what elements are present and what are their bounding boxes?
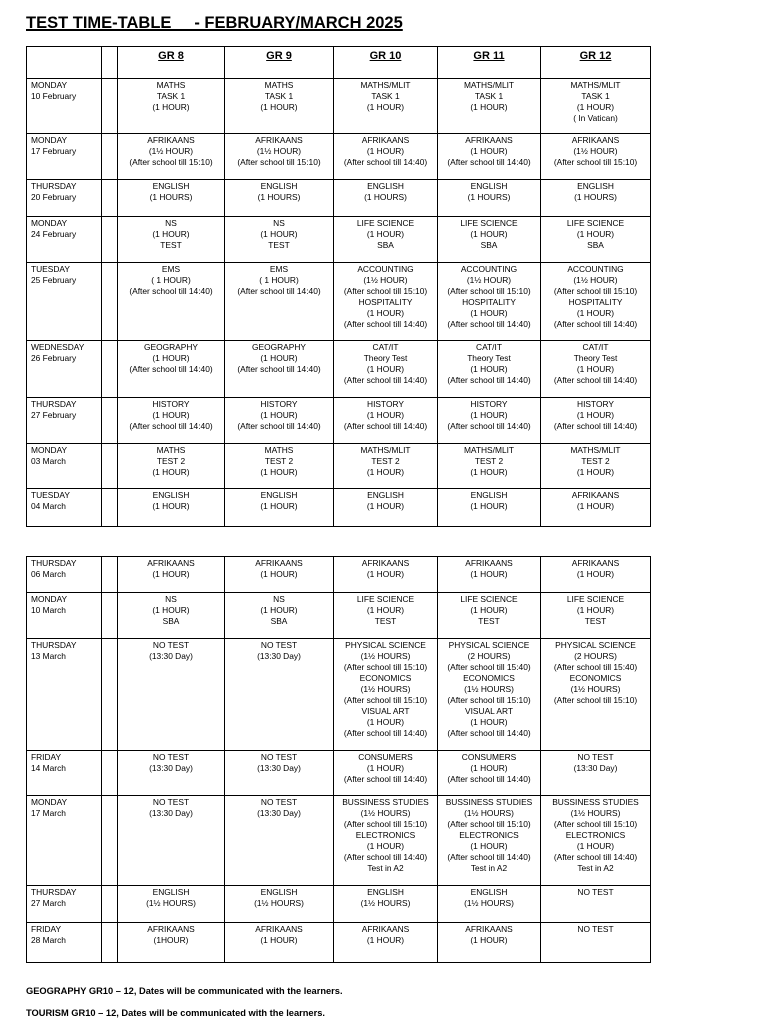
gr11-cell: LIFE SCIENCE (1 HOUR) TEST <box>438 593 541 639</box>
gr8-cell: NO TEST (13:30 Day) <box>118 639 225 751</box>
gr12-cell: BUSSINESS STUDIES (1½ HOURS) (After school till 15:10) ELECTRONICS (1 HOUR) (After school till 14:40) Test in A2 <box>541 796 651 886</box>
gr8-cell: ENGLISH (1 HOURS) <box>118 180 225 217</box>
blank-cell <box>102 180 118 217</box>
gr10-cell: CAT/IT Theory Test (1 HOUR) (After school till 14:40) <box>334 341 438 398</box>
gr8-cell: NO TEST (13:30 Day) <box>118 796 225 886</box>
date-cell <box>27 398 102 444</box>
date-label: 10 March <box>31 605 66 615</box>
gr10-cell: PHYSICAL SCIENCE (1½ HOURS) (After school till 15:10) ECONOMICS (1½ HOURS) (After school till 15:10) VISUAL ART (1 HOUR) (After school till 14:40) <box>334 639 438 751</box>
gr10-cell: ENGLISH (1 HOURS) <box>334 180 438 217</box>
date-label: 13 March <box>31 651 66 661</box>
schedule-row <box>27 923 651 963</box>
date-cell <box>27 639 102 751</box>
date-label: 17 March <box>31 808 66 818</box>
gr10-cell: AFRIKAANS (1 HOUR) (After school till 14:40) <box>334 134 438 180</box>
page-title: TEST TIME-TABLE - FEBRUARY/MARCH 2025 <box>26 14 403 32</box>
gr9-cell: NO TEST (13:30 Day) <box>225 796 334 886</box>
day-label: THURSDAY <box>31 640 77 650</box>
day-label: FRIDAY <box>31 752 62 762</box>
date-label: 24 February <box>31 229 77 239</box>
gr12-cell: LIFE SCIENCE (1 HOUR) SBA <box>541 217 651 263</box>
gr9-cell: MATHS TASK 1 (1 HOUR) <box>225 79 334 134</box>
timetable-part-2 <box>26 556 651 963</box>
gr8-cell: AFRIKAANS (1HOUR) <box>118 923 225 963</box>
date-cell <box>27 79 102 134</box>
gr8-cell: ENGLISH (1½ HOURS) <box>118 886 225 923</box>
header-gr10: GR 10 <box>334 47 438 79</box>
blank-cell <box>102 557 118 593</box>
gr12-cell: PHYSICAL SCIENCE (2 HOURS) (After school till 15:40) ECONOMICS (1½ HOURS) (After school till 15:10) <box>541 639 651 751</box>
gr10-cell: MATHS/MLIT TASK 1 (1 HOUR) <box>334 79 438 134</box>
gr11-cell: BUSSINESS STUDIES (1½ HOURS) (After school till 15:10) ELECTRONICS (1 HOUR) (After school till 14:40) Test in A2 <box>438 796 541 886</box>
day-label: MONDAY <box>31 80 68 90</box>
schedule-row <box>27 751 651 796</box>
gr9-cell: GEOGRAPHY (1 HOUR) (After school till 14:40) <box>225 341 334 398</box>
gr12-cell: ENGLISH (1 HOURS) <box>541 180 651 217</box>
gr8-cell: HISTORY (1 HOUR) (After school till 14:40) <box>118 398 225 444</box>
gr11-cell: ENGLISH (1 HOUR) <box>438 489 541 527</box>
schedule-row <box>27 796 651 886</box>
gr9-cell: AFRIKAANS (1½ HOUR) (After school till 15:10) <box>225 134 334 180</box>
gr10-cell: CONSUMERS (1 HOUR) (After school till 14:40) <box>334 751 438 796</box>
schedule-row <box>27 79 651 134</box>
gr9-cell: ENGLISH (1 HOUR) <box>225 489 334 527</box>
schedule-row <box>27 217 651 263</box>
gr11-cell: CAT/IT Theory Test (1 HOUR) (After school till 14:40) <box>438 341 541 398</box>
gr12-cell: AFRIKAANS (1 HOUR) <box>541 489 651 527</box>
gr11-cell: AFRIKAANS (1 HOUR) <box>438 923 541 963</box>
gr9-cell: AFRIKAANS (1 HOUR) <box>225 923 334 963</box>
geography-note: GEOGRAPHY GR10 – 12, Dates will be communicated with the learners. <box>26 986 343 996</box>
gr11-cell: ENGLISH (1 HOURS) <box>438 180 541 217</box>
blank-header-cell <box>27 47 102 79</box>
gr9-cell: EMS ( 1 HOUR) (After school till 14:40) <box>225 263 334 341</box>
date-label: 27 February <box>31 410 77 420</box>
blank-cell <box>102 593 118 639</box>
schedule-row <box>27 886 651 923</box>
date-label: 10 February <box>31 91 77 101</box>
gr9-cell: AFRIKAANS (1 HOUR) <box>225 557 334 593</box>
day-label: WEDNESDAY <box>31 342 85 352</box>
blank-cell <box>102 217 118 263</box>
header-gr11: GR 11 <box>438 47 541 79</box>
gr10-cell: ENGLISH (1½ HOURS) <box>334 886 438 923</box>
gr10-cell: AFRIKAANS (1 HOUR) <box>334 557 438 593</box>
header-row <box>27 47 651 79</box>
blank-header-cell <box>102 47 118 79</box>
gr9-cell: NS (1 HOUR) SBA <box>225 593 334 639</box>
date-label: 28 March <box>31 935 66 945</box>
blank-cell <box>102 489 118 527</box>
blank-cell <box>102 263 118 341</box>
gr8-cell: ENGLISH (1 HOUR) <box>118 489 225 527</box>
blank-cell <box>102 923 118 963</box>
gr8-cell: AFRIKAANS (1½ HOUR) (After school till 15:10) <box>118 134 225 180</box>
gr10-cell: HISTORY (1 HOUR) (After school till 14:40) <box>334 398 438 444</box>
blank-cell <box>102 134 118 180</box>
date-cell <box>27 263 102 341</box>
schedule-row <box>27 134 651 180</box>
day-label: FRIDAY <box>31 924 62 934</box>
gr9-cell: ENGLISH (1 HOURS) <box>225 180 334 217</box>
gr12-cell: AFRIKAANS (1 HOUR) <box>541 557 651 593</box>
date-cell <box>27 489 102 527</box>
gr9-cell: NS (1 HOUR) TEST <box>225 217 334 263</box>
gr9-cell: ENGLISH (1½ HOURS) <box>225 886 334 923</box>
gr12-cell: CAT/IT Theory Test (1 HOUR) (After school till 14:40) <box>541 341 651 398</box>
gr9-cell: NO TEST (13:30 Day) <box>225 639 334 751</box>
gr9-cell: MATHS TEST 2 (1 HOUR) <box>225 444 334 489</box>
day-label: THURSDAY <box>31 399 77 409</box>
date-label: 14 March <box>31 763 66 773</box>
blank-cell <box>102 796 118 886</box>
date-cell <box>27 134 102 180</box>
gr8-cell: NS (1 HOUR) SBA <box>118 593 225 639</box>
schedule-row <box>27 593 651 639</box>
blank-cell <box>102 79 118 134</box>
date-cell <box>27 886 102 923</box>
gr8-cell: MATHS TASK 1 (1 HOUR) <box>118 79 225 134</box>
header-gr12: GR 12 <box>541 47 651 79</box>
gr11-cell: MATHS/MLIT TEST 2 (1 HOUR) <box>438 444 541 489</box>
schedule-row <box>27 263 651 341</box>
gr10-cell: LIFE SCIENCE (1 HOUR) TEST <box>334 593 438 639</box>
header-gr9: GR 9 <box>225 47 334 79</box>
day-label: TUESDAY <box>31 490 70 500</box>
gr8-cell: EMS ( 1 HOUR) (After school till 14:40) <box>118 263 225 341</box>
gr11-cell: PHYSICAL SCIENCE (2 HOURS) (After school till 15:40) ECONOMICS (1½ HOURS) (After school till 15:10) VISUAL ART (1 HOUR) (After school till 14:40) <box>438 639 541 751</box>
gr8-cell: NS (1 HOUR) TEST <box>118 217 225 263</box>
gr8-cell: AFRIKAANS (1 HOUR) <box>118 557 225 593</box>
schedule-row <box>27 557 651 593</box>
day-label: MONDAY <box>31 797 68 807</box>
date-label: 17 February <box>31 146 77 156</box>
gr11-cell: LIFE SCIENCE (1 HOUR) SBA <box>438 217 541 263</box>
day-label: THURSDAY <box>31 558 77 568</box>
blank-cell <box>102 444 118 489</box>
date-cell <box>27 796 102 886</box>
schedule-row <box>27 444 651 489</box>
gr10-cell: MATHS/MLIT TEST 2 (1 HOUR) <box>334 444 438 489</box>
date-cell <box>27 444 102 489</box>
gr11-cell: ENGLISH (1½ HOURS) <box>438 886 541 923</box>
blank-cell <box>102 341 118 398</box>
date-cell <box>27 180 102 217</box>
day-label: MONDAY <box>31 594 68 604</box>
gr12-cell: NO TEST <box>541 923 651 963</box>
date-label: 20 February <box>31 192 77 202</box>
schedule-row <box>27 341 651 398</box>
date-label: 27 March <box>31 898 66 908</box>
date-label: 06 March <box>31 569 66 579</box>
gr11-cell: MATHS/MLIT TASK 1 (1 HOUR) <box>438 79 541 134</box>
blank-cell <box>102 886 118 923</box>
date-label: 04 March <box>31 501 66 511</box>
gr8-cell: GEOGRAPHY (1 HOUR) (After school till 14:40) <box>118 341 225 398</box>
gr12-cell: HISTORY (1 HOUR) (After school till 14:40) <box>541 398 651 444</box>
blank-cell <box>102 398 118 444</box>
day-label: TUESDAY <box>31 264 70 274</box>
gr12-cell: LIFE SCIENCE (1 HOUR) TEST <box>541 593 651 639</box>
date-label: 03 March <box>31 456 66 466</box>
gr12-cell: NO TEST (13:30 Day) <box>541 751 651 796</box>
gr8-cell: NO TEST (13:30 Day) <box>118 751 225 796</box>
date-cell <box>27 593 102 639</box>
tourism-note: TOURISM GR10 – 12, Dates will be communicated with the learners. <box>26 1008 325 1018</box>
gr10-cell: BUSSINESS STUDIES (1½ HOURS) (After school till 15:10) ELECTRONICS (1 HOUR) (After school till 14:40) Test in A2 <box>334 796 438 886</box>
blank-cell <box>102 639 118 751</box>
schedule-row <box>27 489 651 527</box>
gr9-cell: HISTORY (1 HOUR) (After school till 14:40) <box>225 398 334 444</box>
date-cell <box>27 923 102 963</box>
gr10-cell: AFRIKAANS (1 HOUR) <box>334 923 438 963</box>
gr11-cell: CONSUMERS (1 HOUR) (After school till 14:40) <box>438 751 541 796</box>
date-cell <box>27 557 102 593</box>
gr10-cell: ENGLISH (1 HOUR) <box>334 489 438 527</box>
day-label: THURSDAY <box>31 181 77 191</box>
gr11-cell: AFRIKAANS (1 HOUR) <box>438 557 541 593</box>
date-cell <box>27 217 102 263</box>
gr12-cell: ACCOUNTING (1½ HOUR) (After school till 15:10) HOSPITALITY (1 HOUR) (After school till 14:40) <box>541 263 651 341</box>
schedule-row <box>27 398 651 444</box>
gr11-cell: HISTORY (1 HOUR) (After school till 14:40) <box>438 398 541 444</box>
gr9-cell: NO TEST (13:30 Day) <box>225 751 334 796</box>
gr12-cell: AFRIKAANS (1½ HOUR) (After school till 15:10) <box>541 134 651 180</box>
gr11-cell: ACCOUNTING (1½ HOUR) (After school till 15:10) HOSPITALITY (1 HOUR) (After school till 14:40) <box>438 263 541 341</box>
date-cell <box>27 341 102 398</box>
schedule-row <box>27 639 651 751</box>
timetable-part-1 <box>26 46 651 527</box>
gr10-cell: LIFE SCIENCE (1 HOUR) SBA <box>334 217 438 263</box>
day-label: THURSDAY <box>31 887 77 897</box>
gr8-cell: MATHS TEST 2 (1 HOUR) <box>118 444 225 489</box>
date-label: 26 February <box>31 353 77 363</box>
gr11-cell: AFRIKAANS (1 HOUR) (After school till 14:40) <box>438 134 541 180</box>
gr12-cell: MATHS/MLIT TASK 1 (1 HOUR) ( In Vatican) <box>541 79 651 134</box>
gr12-cell: NO TEST <box>541 886 651 923</box>
date-cell <box>27 751 102 796</box>
day-label: MONDAY <box>31 445 68 455</box>
day-label: MONDAY <box>31 218 68 228</box>
schedule-row <box>27 180 651 217</box>
blank-cell <box>102 751 118 796</box>
day-label: MONDAY <box>31 135 68 145</box>
date-label: 25 February <box>31 275 77 285</box>
gr10-cell: ACCOUNTING (1½ HOUR) (After school till 15:10) HOSPITALITY (1 HOUR) (After school till 14:40) <box>334 263 438 341</box>
gr12-cell: MATHS/MLIT TEST 2 (1 HOUR) <box>541 444 651 489</box>
header-gr8: GR 8 <box>118 47 225 79</box>
